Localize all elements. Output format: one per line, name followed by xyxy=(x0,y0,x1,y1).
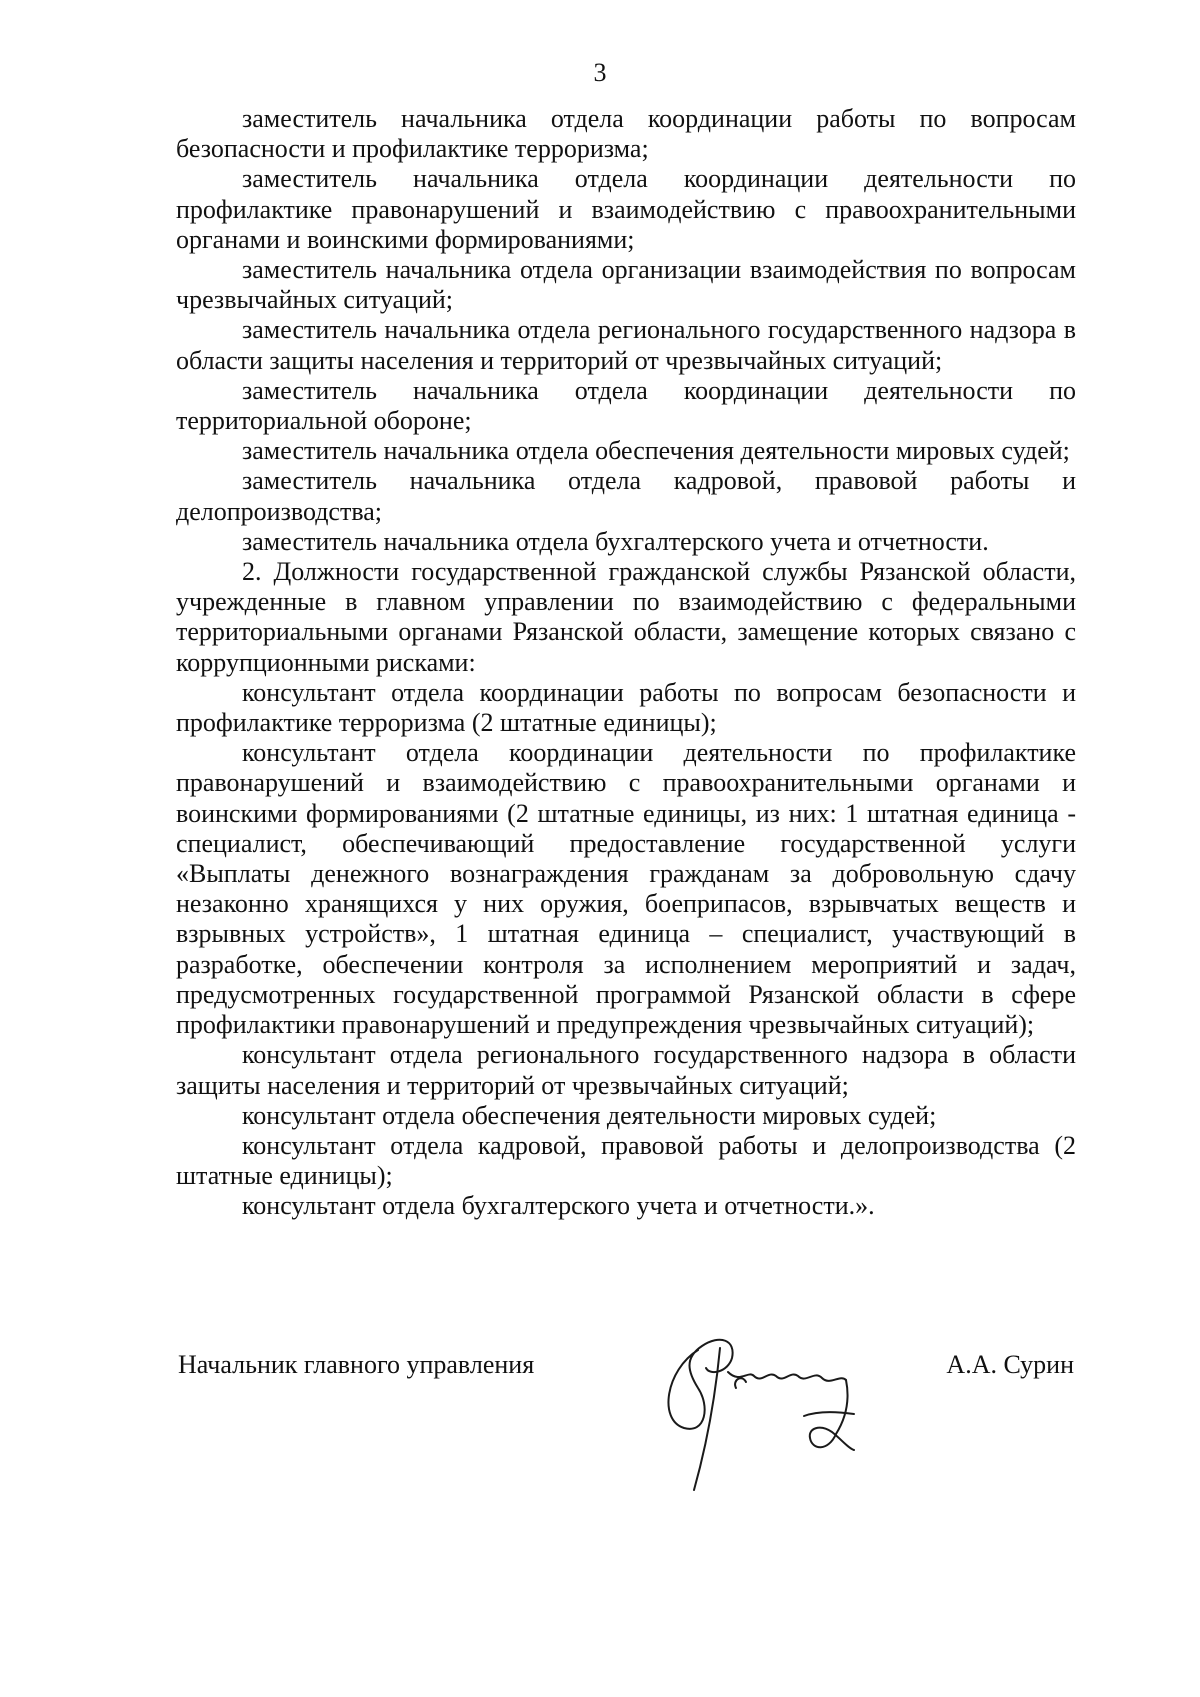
page-number: 3 xyxy=(593,58,607,87)
paragraph: заместитель начальника отдела координации работы по вопросам безопасности и профилактике терроризма; xyxy=(176,104,1076,164)
paragraph: заместитель начальника отдела координации деятельности по территориальной обороне; xyxy=(176,375,1076,436)
handwritten-signature-icon xyxy=(636,1310,896,1500)
signature-block xyxy=(0,1340,1200,1500)
paragraph: заместитель начальника отдела обеспечения деятельности мировых судей; xyxy=(242,436,1070,466)
paragraph: консультант отдела регионального государственного надзора в области защиты населения и территорий от чрезвычайных ситуаций; xyxy=(176,1040,1076,1100)
paragraph: заместитель начальника отдела организации взаимодействия по вопросам чрезвычайных ситуаций; xyxy=(176,255,1076,315)
paragraph: заместитель начальника отдела бухгалтерского учета и отчетности. xyxy=(242,526,989,556)
paragraph: заместитель начальника отдела регионального государственного надзора в области защиты населения и территорий от чрезвычайных ситуаций; xyxy=(176,315,1076,375)
signatory-title: Начальник главного управления xyxy=(178,1350,535,1379)
document-body xyxy=(176,104,1076,1222)
paragraph: консультант отдела кадровой, правовой работы и делопроизводства (2 штатные единицы); xyxy=(176,1130,1076,1191)
paragraph: 2. Должности государственной гражданской службы Рязанской области, учрежденные в главном управлении по взаимодействию с федеральными территориальными органами Рязанской области, замещение которых связано с коррупционными рисками: xyxy=(176,557,1076,677)
paragraph: заместитель начальника отдела координации деятельности по профилактике правонарушений и взаимодействию с правоохранительными органами и воинскими формированиями; xyxy=(176,164,1076,254)
paragraph: консультант отдела координации работы по вопросам безопасности и профилактике терроризма (2 штатные единицы); xyxy=(176,677,1076,738)
paragraph: консультант отдела бухгалтерского учета и отчетности.». xyxy=(242,1191,875,1221)
paragraph: заместитель начальника отдела кадровой, правовой работы и делопроизводства; xyxy=(176,466,1076,526)
paragraph: консультант отдела координации деятельности по профилактике правонарушений и взаимодействию с правоохранительными органами и воинскими формированиями (2 штатные единицы, из них: 1 штатная единица - специалист, обеспечивающий предоставление государственной услуги «Выплаты денежного вознаграждения гражданам за добровольную сдачу незаконно хранящихся у них оружия, боеприпасов, взрывчатых веществ и взрывных устройств», 1 штатная единица – специалист, участвующий в разработке, обеспечении контроля за исполнением мероприятий и задач, предусмотренных государственной программой Рязанской области в сфере профилактики правонарушений и предупреждения чрезвычайных ситуаций); xyxy=(176,738,1076,1040)
paragraph: консультант отдела обеспечения деятельности мировых судей; xyxy=(242,1100,937,1130)
signatory-name: А.А. Сурин xyxy=(946,1350,1074,1379)
